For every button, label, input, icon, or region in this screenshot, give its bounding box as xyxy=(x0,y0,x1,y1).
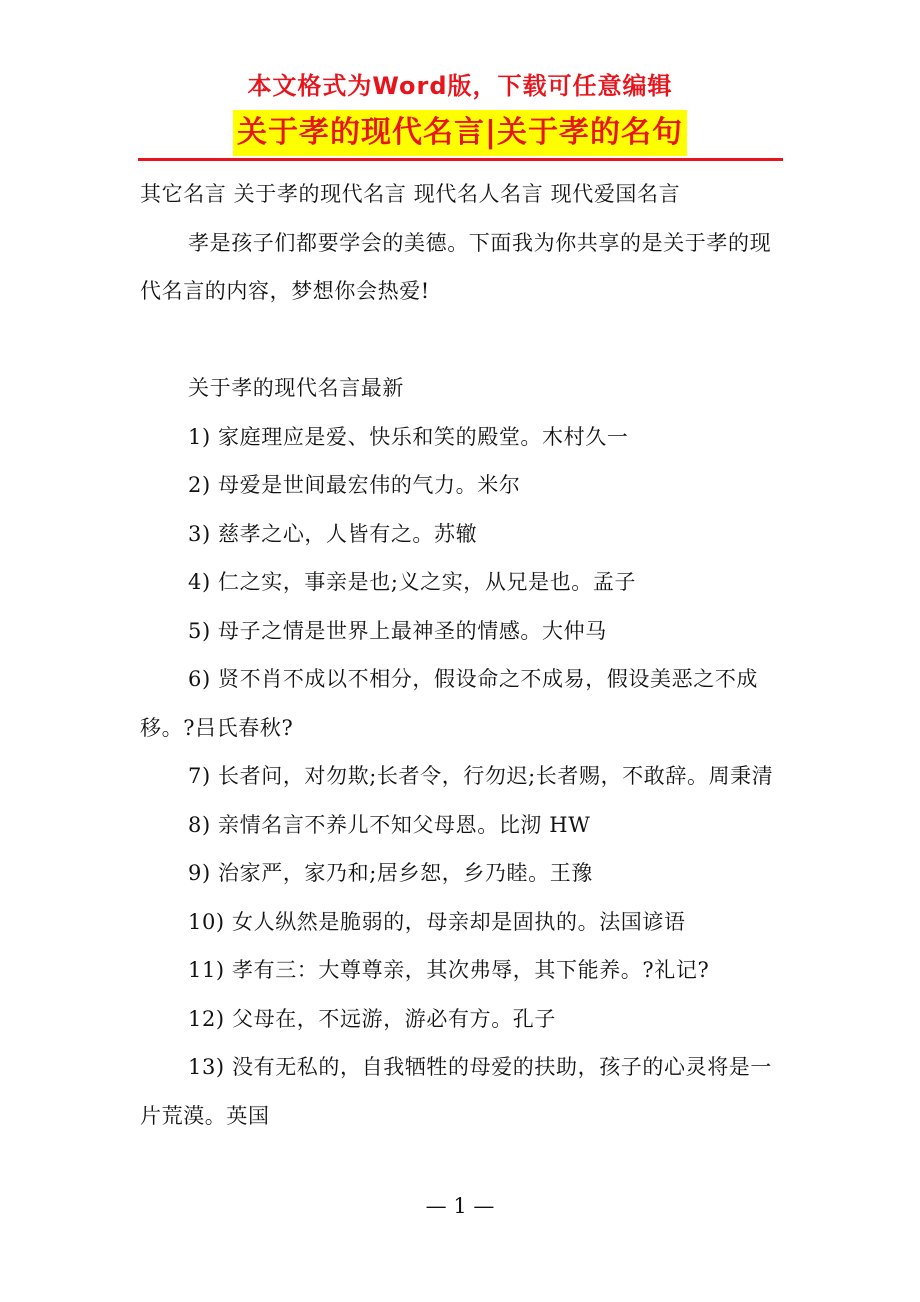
quote-item: 1) 家庭理应是爱、快乐和笑的殿堂。木村久一 xyxy=(188,424,629,449)
section-heading: 关于孝的现代名言最新 xyxy=(188,376,404,400)
page-number: — 1 — xyxy=(425,1194,495,1218)
quote-item: 13) 没有无私的，自我牺牲的母爱的扶助，孩子的心灵将是一片荒漠。英国 xyxy=(140,1055,772,1128)
quote-item: 11) 孝有三：大尊尊亲，其次弗辱，其下能养。?礼记? xyxy=(188,958,710,982)
document-title: 关于孝的现代名言|关于孝的名句 xyxy=(233,110,687,156)
quote-item: 7) 长者问，对勿欺;长者令，行勿迟;长者赐，不敢辞。周秉清 xyxy=(188,764,774,788)
quote-item: 2) 母爱是世间最宏伟的气力。米尔 xyxy=(188,473,521,497)
blank-line xyxy=(140,316,784,365)
document-body xyxy=(140,170,784,1140)
tags-line: 其它名言 关于孝的现代名言 现代名人名言 现代爱国名言 xyxy=(140,182,681,206)
quote-item: 12) 父母在，不远游，游必有方。孔子 xyxy=(188,1006,556,1031)
quote-item: 4) 仁之实，事亲是也;义之实，从兄是也。孟子 xyxy=(188,570,637,594)
title-wrapper xyxy=(0,110,920,156)
quote-item: 10) 女人纵然是脆弱的，母亲却是固执的。法国谚语 xyxy=(188,909,686,934)
title-divider xyxy=(138,158,783,161)
intro-paragraph: 孝是孩子们都要学会的美德。下面我为你共享的是关于孝的现代名言的内容，梦想你会热爱! xyxy=(140,230,772,303)
quote-item: 9) 治家严，家乃和;居乡恕，乡乃睦。王豫 xyxy=(188,861,593,885)
quote-item: 8) 亲情名言不养儿不知父母恩。比沏 HW xyxy=(188,812,591,837)
format-notice: 本文格式为Word版，下载可任意编辑 xyxy=(247,72,673,100)
quote-item: 3) 慈孝之心，人皆有之。苏辙 xyxy=(188,521,478,546)
quote-item: 6) 贤不肖不成以不相分，假设命之不成易，假设美恶之不成移。?吕氏春秋? xyxy=(140,667,759,740)
quote-item: 5) 母子之情是世界上最神圣的情感。大仲马 xyxy=(188,618,607,643)
